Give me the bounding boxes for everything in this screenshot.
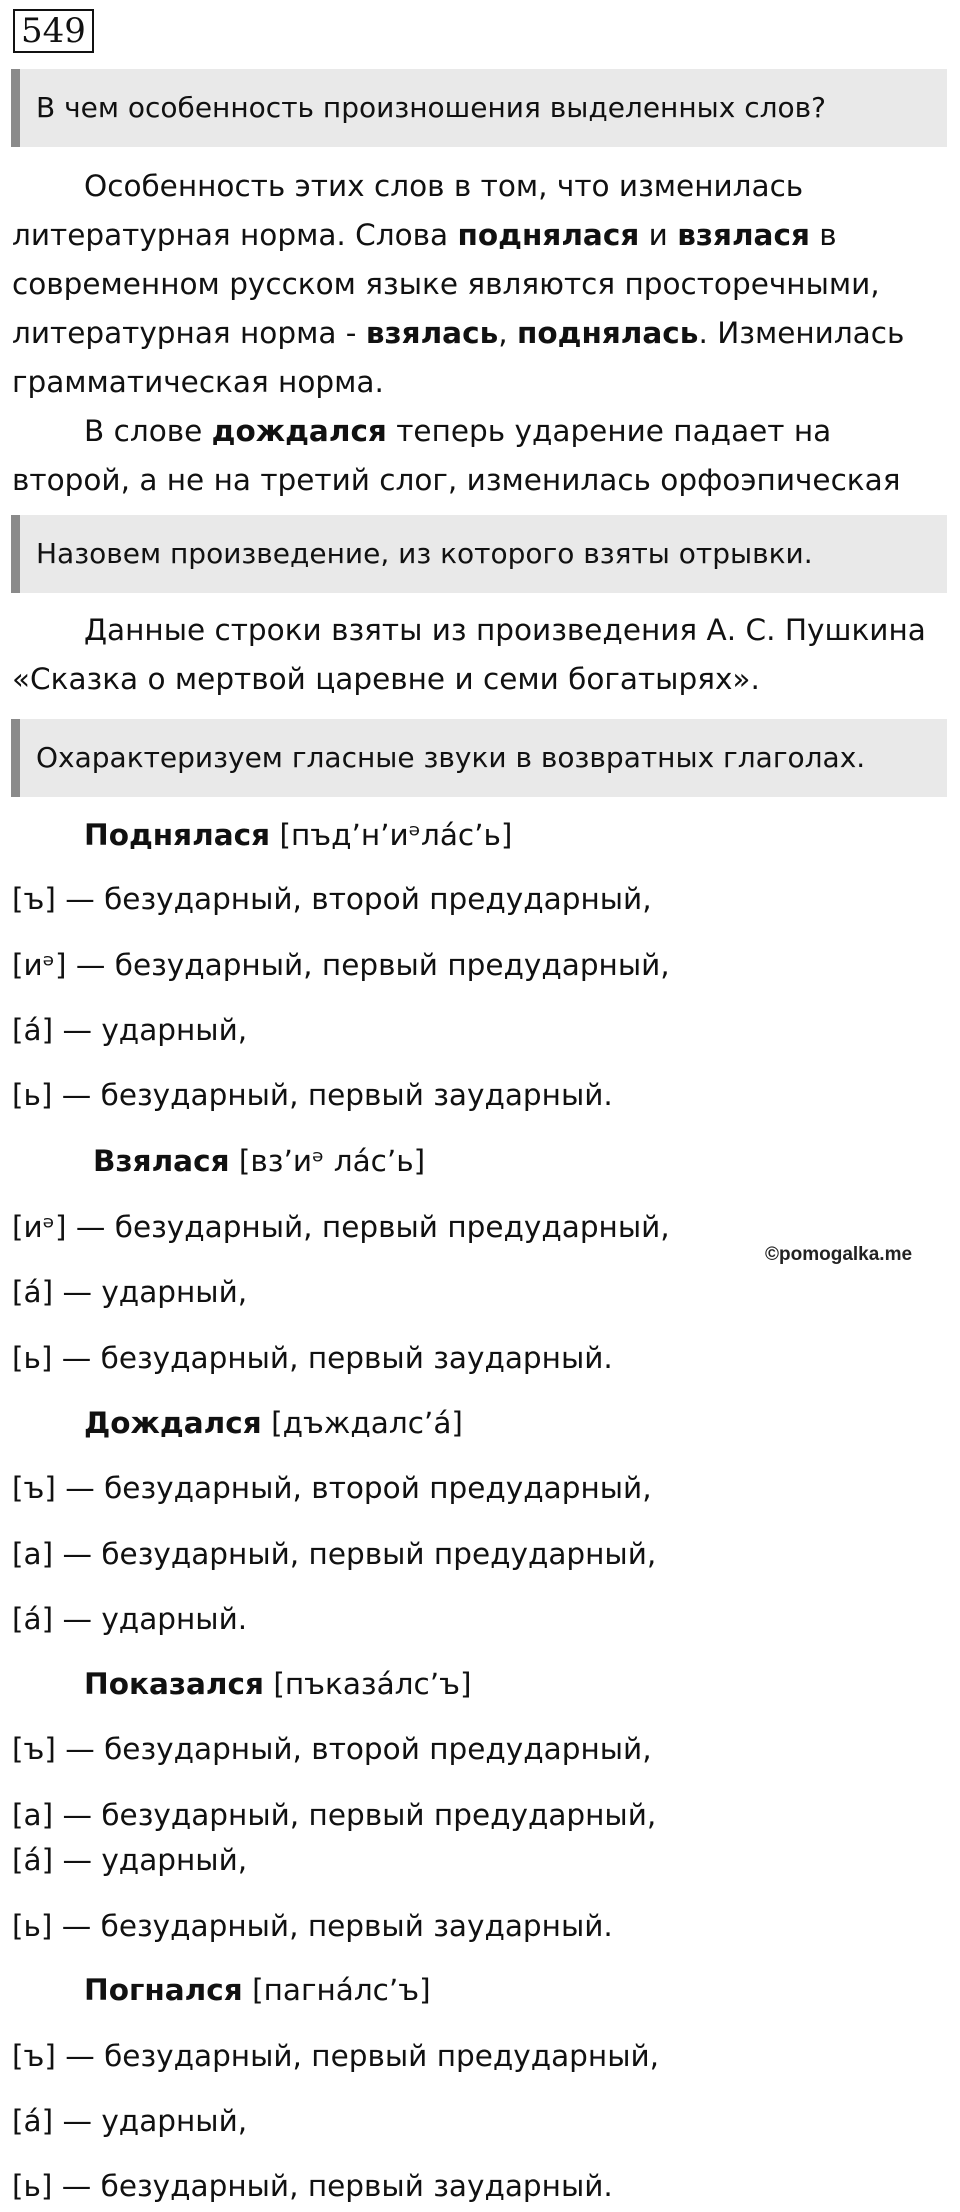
word-label: Поднялася	[84, 818, 271, 852]
answer-1-paragraph-2: В слове дождался теперь ударение падает на второй, а не на третий слог, изменилась орфоэпическая	[12, 414, 901, 497]
transcription: [вз’иᵊ ла́с’ь]	[238, 1144, 426, 1178]
word-heading	[93, 1141, 425, 1181]
answer-2	[12, 606, 957, 704]
vowel-line: [а] — безударный, первый предударный,	[12, 1537, 657, 1571]
vowel-line: [ъ] — безударный, второй предударный,	[12, 882, 652, 916]
word-heading	[84, 1970, 431, 2010]
question-3: Охарактеризуем гласные звуки в возвратных глаголах.	[11, 719, 947, 797]
transcription: [пъд’н’иᵊла́с’ь]	[279, 818, 513, 852]
vowel-line: [а́] — ударный,	[12, 2104, 248, 2138]
question-2: Назовем произведение, из которого взяты отрывки.	[11, 515, 947, 593]
answer-1	[12, 162, 957, 554]
word-heading	[84, 1403, 463, 1443]
vowel-line: [ъ] — безударный, первый предударный,	[12, 2039, 660, 2073]
vowel-line: [ь] — безударный, первый заударный.	[12, 2169, 613, 2203]
vowel-line: [ь] — безударный, первый заударный.	[12, 1078, 613, 1112]
vowel-line: [ъ] — безударный, второй предударный,	[12, 1471, 652, 1505]
vowel-line: [ъ] — безударный, второй предударный,	[12, 1732, 652, 1766]
vowel-line: [иᵊ] — безударный, первый предударный,	[12, 1210, 670, 1244]
transcription: [дъждалс’а́]	[271, 1406, 463, 1440]
watermark: ©pomogalka.me	[765, 1244, 913, 1265]
word-heading	[84, 1664, 471, 1704]
vowel-line: [а́] — ударный,	[12, 1013, 248, 1047]
answer-2-text: Данные строки взяты из произведения А. С. Пушкина «Сказка о мертвой царевне и семи богатырях».	[12, 613, 926, 696]
vowel-line: [а́] — ударный,	[12, 1275, 248, 1309]
task-number: 549	[13, 9, 94, 53]
word-heading	[84, 815, 512, 855]
vowel-line: [ь] — безударный, первый заударный.	[12, 1341, 613, 1375]
word-label: Дождался	[84, 1406, 262, 1440]
vowel-line: [ь] — безударный, первый заударный.	[12, 1909, 613, 1943]
transcription: [пагна́лс’ъ]	[252, 1973, 431, 2007]
word-label: Взялася	[93, 1144, 230, 1178]
vowel-line: [а] — безударный, первый предударный,	[12, 1798, 657, 1832]
transcription: [пъказа́лс’ъ]	[273, 1667, 472, 1701]
vowel-line: [а́] — ударный,	[12, 1843, 248, 1877]
question-1: В чем особенность произношения выделенных слов?	[11, 69, 947, 147]
word-label: Показался	[84, 1667, 264, 1701]
word-label: Погнался	[84, 1973, 243, 2007]
vowel-line: [иᵊ] — безударный, первый предударный,	[12, 948, 670, 982]
answer-1-paragraph-1: Особенность этих слов в том, что изменилась литературная норма. Слова поднялася и взялася в современном русском языке являются просторечными, литературная норма - взялась, поднялась. Изменилась грамматическая норма.	[12, 169, 905, 399]
vowel-line: [а́] — ударный.	[12, 1602, 248, 1636]
